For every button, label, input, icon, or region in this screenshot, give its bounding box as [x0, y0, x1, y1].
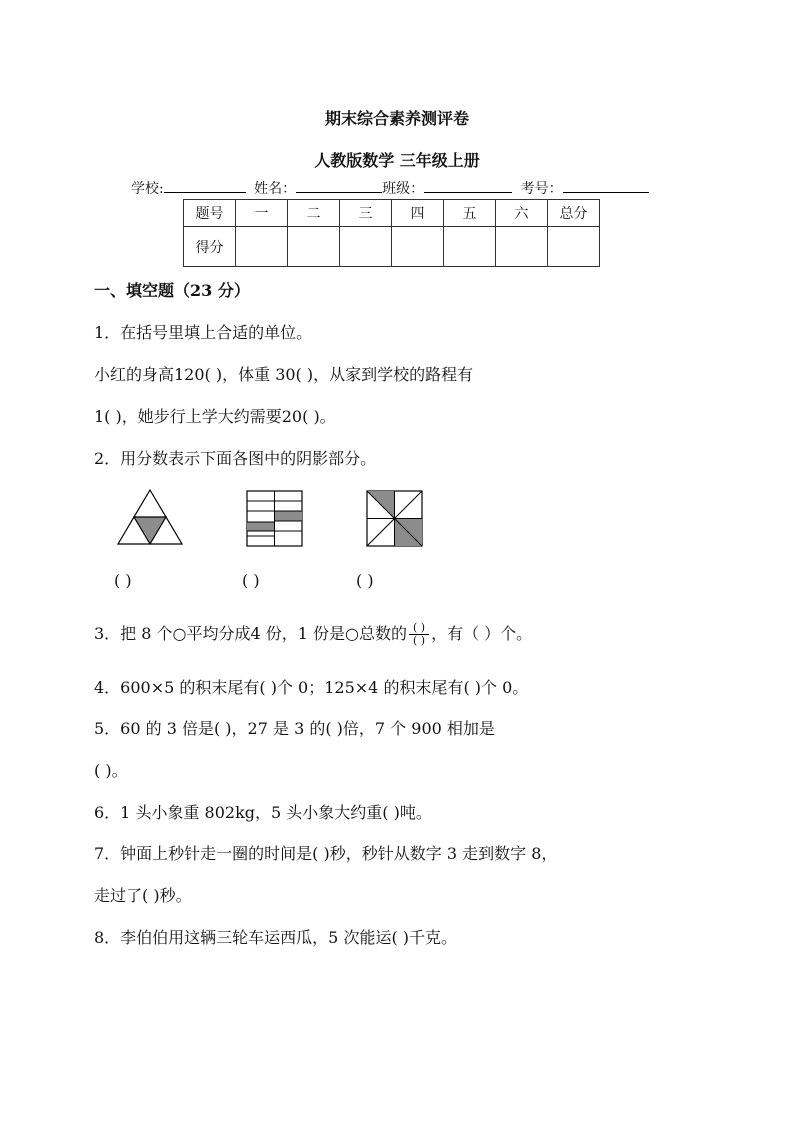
score-table-header-row — [184, 200, 600, 227]
score-entry-cell[interactable] — [288, 227, 340, 267]
score-cell: 四 — [392, 200, 444, 227]
score-entry-cell[interactable] — [548, 227, 600, 267]
score-cell: 一 — [236, 200, 288, 227]
fraction-blank[interactable] — [409, 622, 429, 647]
question-7-line-2: 走过了( )秒。 — [94, 886, 192, 905]
section-heading: 一、填空题（23 分） — [94, 281, 250, 300]
answer-blank-3[interactable]: ( ) — [356, 571, 374, 590]
question-6: 6．1 头小象重 802kg，5 头小象大约重( )吨。 — [94, 803, 432, 822]
name-label: 姓名： — [254, 181, 297, 197]
info-line — [131, 178, 649, 198]
question-5-line-1: 5．60 的 3 倍是( )，27 是 3 的( )倍，7 个 900 相加是 — [94, 719, 495, 738]
school-field[interactable] — [164, 178, 246, 193]
school-label: 学校: — [131, 181, 164, 197]
page-title: 期末综合素养测评卷 — [324, 109, 469, 128]
score-cell: 六 — [496, 200, 548, 227]
page-subtitle: 人教版数学 三年级上册 — [314, 151, 480, 170]
grid-figure — [246, 490, 304, 548]
question-7-line-1: 7．钟面上秒针走一圈的时间是( )秒，秒针从数字 3 走到数字 8， — [94, 844, 558, 863]
question-5-line-2: ( )。 — [94, 761, 128, 780]
grid-shaded-cell-right — [275, 511, 303, 521]
score-row-label: 得分 — [184, 227, 236, 267]
score-cell: 五 — [444, 200, 496, 227]
grid-shaded-cell-left — [247, 522, 275, 531]
exam-no-label: 考号： — [520, 181, 563, 197]
score-table-score-row — [184, 227, 600, 267]
fraction-denominator: ( ) — [413, 634, 426, 647]
question-4: 4．600×5 的积末尾有( )个 0；125×4 的积末尾有( )个 0。 — [94, 678, 529, 697]
score-table — [183, 199, 600, 267]
square-figure — [366, 490, 424, 548]
score-entry-cell[interactable] — [340, 227, 392, 267]
answer-blank-1[interactable]: ( ) — [114, 571, 132, 590]
fraction-numerator: ( ) — [409, 622, 429, 635]
score-entry-cell[interactable] — [392, 227, 444, 267]
question-1-line-2: 1( )，她步行上学大约需要20( )。 — [94, 407, 336, 426]
question-2-stem: 2．用分数表示下面各图中的阴影部分。 — [94, 449, 377, 468]
question-8: 8．李伯伯用这辆三轮车运西瓜，5 次能运( )千克。 — [94, 928, 458, 947]
triangle-figure — [116, 488, 184, 548]
exam-no-field[interactable] — [563, 178, 649, 193]
score-entry-cell[interactable] — [444, 227, 496, 267]
question-3 — [94, 621, 532, 647]
question-3-part-1: 3．把 8 个○平均分成4 份，1 份是○总数的 — [94, 624, 407, 643]
score-entry-cell[interactable] — [496, 227, 548, 267]
class-label: 班级： — [382, 181, 425, 197]
question-1-line-1: 小红的身高120( )，体重 30( )，从家到学校的路程有 — [94, 365, 474, 384]
score-cell: 总分 — [548, 200, 600, 227]
score-cell: 三 — [340, 200, 392, 227]
question-1-stem: 1．在括号里填上合适的单位。 — [94, 323, 313, 342]
score-cell: 二 — [288, 200, 340, 227]
name-field[interactable] — [296, 178, 382, 193]
question-3-part-2: ，有（ ）个。 — [431, 624, 533, 643]
answer-blank-2[interactable]: ( ) — [242, 571, 260, 590]
score-cell: 题号 — [184, 200, 236, 227]
score-entry-cell[interactable] — [236, 227, 288, 267]
class-field[interactable] — [424, 178, 512, 193]
